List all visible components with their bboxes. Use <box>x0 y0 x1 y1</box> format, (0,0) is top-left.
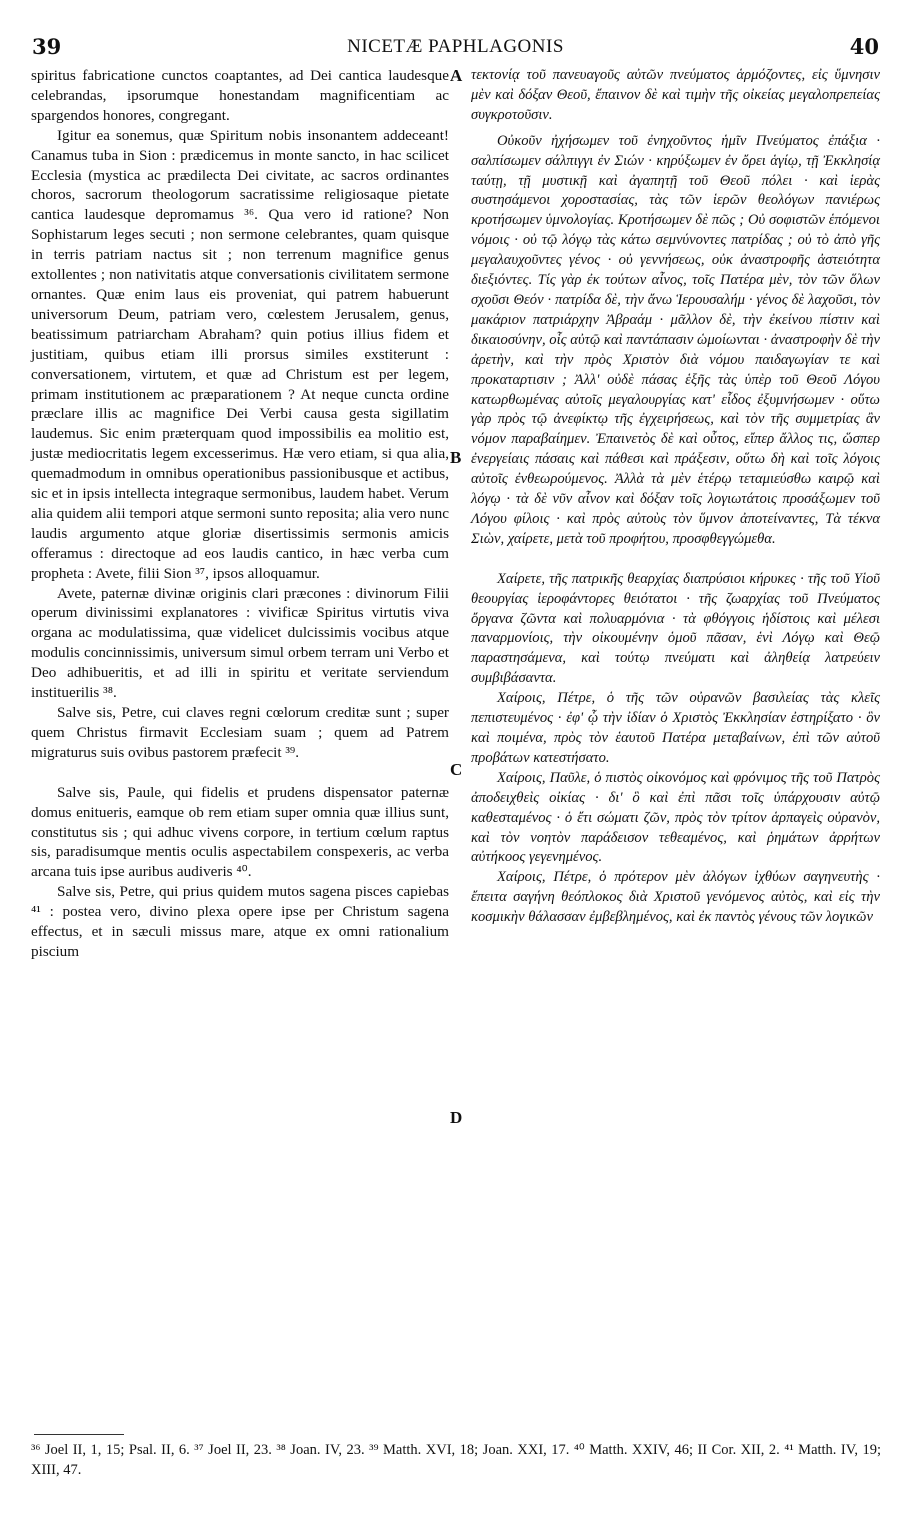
page-number-right: 40 <box>849 34 879 59</box>
footnote-rule <box>34 1434 124 1435</box>
latin-paragraph: Salve sis, Petre, qui prius quidem mutos sagena pisces capiebas ⁴¹ : postea vero, divino plexa opere ipse per Christum sagena effectus, et in sæculi missus mare, atque ex omni rationalium piscium <box>31 883 449 960</box>
latin-column <box>31 66 449 962</box>
latin-paragraph: spiritus fabricatione cunctos coaptantes, ad Dei cantica laudesque celebrandas, ipsorumque honestandam magnificentiam ac spargendos honores, congregant. <box>31 67 449 124</box>
page-number-left: 39 <box>32 34 62 59</box>
greek-paragraph: τεκτονίᾳ τοῦ πανευαγοῦς αὐτῶν πνεύματος ἁρμόζοντες, εἰς ὕμνησιν μὲν καὶ δόξαν Θεοῦ, ἔπαινον δὲ καὶ τιμὴν τῆς οἰκείας μεγαλοπρεπείας συγκροτοῦσιν. <box>471 67 880 123</box>
margin-letter-a: A <box>450 66 463 85</box>
greek-paragraph: Χαίροις, Παῦλε, ὁ πιστὸς οἰκονόμος καὶ φρόνιμος τῆς τοῦ Πατρὸς ἀποδειχθεὶς οἰκίας · δι' ὃ καὶ ἐπὶ πᾶσι τοῖς ὑπάρχουσιν αὐτῷ καθεσταμένος · ὁ ἔτι σώματι ζῶν, πρὸς τὸν τρίτον ἁρπαγεὶς οὐρανὸν, καὶ τὸν νοητὸν παράδεισον τεθεαμένος, καὶ ῥημάτων ἀρρήτων αὐτήκοος γεγενημένος. <box>471 769 880 866</box>
latin-paragraph: Salve sis, Petre, cui claves regni cœlorum creditæ sunt ; super quem Christus firmavit Ecclesiam suam ; quem ad Patrem migraturus suis ovibus pastorem præfecit ³⁹. <box>31 704 449 761</box>
margin-letter-b: B <box>450 448 462 467</box>
footnotes: ³⁶ Joel II, 1, 15; Psal. II, 6. ³⁷ Joel II, 23. ³⁸ Joan. IV, 23. ³⁹ Matth. XVI, 18; Joan. XXI, 17. ⁴⁰ Matth. XXIV, 46; II Cor. XII, 2. ⁴¹ Matth. IV, 19; XIII, 47. <box>31 1442 881 1478</box>
greek-column <box>471 66 880 928</box>
greek-paragraph: Χαίρετε, τῆς πατρικῆς θεαρχίας διαπρύσιοι κήρυκες · τῆς τοῦ Υἱοῦ θεουργίας ἱεροφάντορες θειότατοι · τῆς ζωαρχίας τοῦ Πνεύματος ὄργανα ζῶντα καὶ πολυαρμόνια · τὰ φθόγγοις ἡδίστοις καὶ μέλεσι παναρμονίοις, τὴν οἰκουμένην ὁμοῦ πᾶσαν, ἑνὶ Λόγῳ καὶ Θεῷ παραστησάμενα, καὶ τούτῳ πνεύματι καὶ ἀληθείᾳ λατρεύειν συμβιβάσαντα. <box>471 570 880 687</box>
running-header <box>30 34 881 60</box>
margin-letter-d: D <box>450 1108 463 1127</box>
latin-paragraph: Avete, paternæ divinæ originis clari præcones : divinorum Filii operum divinissimi explanatores : vivificæ Spiritus virtutis viva organa ac modulatissima, quæ videlicet dulcissimis vocibus atque modulis concinnissimis, universum simul orbem terram uni Verbo et Deo adhibueritis, et ad illi in spiritu et veritate serviendum instituerilis ³⁸. <box>31 584 449 702</box>
running-title: NICETÆ PAPHLAGONIS <box>347 36 564 57</box>
greek-paragraph: Οὐκοῦν ἠχήσωμεν τοῦ ἐνηχοῦντος ἡμῖν Πνεύματος ἐπάξια · σαλπίσωμεν σάλπιγγι ἐν Σιών · κηρύξωμεν ἐν ὄρει ἁγίῳ, τῇ Ἐκκλησίᾳ ταύτῃ, τῇ μυστικῇ καὶ ἀγαπητῇ τοῦ Θεοῦ πόλει · καὶ ἱερὰς συστησάμενοι χοροστασίας, τὰς τῶν ἱερῶν θεολόγων πανιέρως κροτήσωμεν ὑμνολογίας. Κροτήσωμεν δὲ πῶς ; Οὐ σοφιστῶν ἑπόμενοι νόμοις · οὐ τῷ λόγῳ τὰς κάτω σεμνύνοντες πατρίδας ; οὐ τὸ ἀπὸ γῆς μεγαλαυχοῦντες γένος · οὐ γεννήσεως, οὐκ ἀναστροφῆς ἀστειότητα διεξιόντες. Τίς γὰρ ἐκ τούτων αἶνος, τοῖς Πατέρα μὲν, τὸν τῶν ὅλων σχοῦσι Θεόν · πατρίδα δὲ, τὴν ἄνω Ἱερουσαλήμ · γένος δὲ λαχοῦσι, τὸν μακάριον πατριάρχην Ἀβραάμ · μᾶλλον δὲ, τὴν ἐκείνου πίστιν καὶ δικαιοσύνην, οἷς αὐτῷ καὶ παντάπασιν ὡμοίωνται · ἀναστροφὴν δὲ τὴν ἀρετὴν, καὶ τὴν πρὸς Χριστὸν διὰ νόμου παιδαγωγίαν τε καὶ προκαταρτισιν ; Ἀλλ' οὐδὲ πάσας ἑξῆς τὰς ὑπὲρ τοῦ Θεοῦ Λόγου κατωρθωμένας αὐτοῖς μεγαλουργίας κατ' εἶδος ἐξυμνήσωμεν · οὕτω γὰρ πρὸς τῷ ἀνεφίκτῳ τῆς ἐγχειρήσεως, καὶ τὸν τῆς συμμετρίας ἂν νόμον παραβαίημεν. Ἐπαινετὸς δὲ καὶ οὗτος, εἴπερ ἄλλος τις, ὥσπερ ἐνεργείαις πάσαις καὶ πάθεσι καὶ πράξεσιν, οὕτω δὴ καὶ τοῖς λόγοις αὐτοῖς ἐνθεωρούμενος. Ἀλλὰ τὰ μὲν ἑτέρῳ τεταμιεύσθω καιρῷ καὶ λόγῳ · τὰ δὲ νῦν αἶνον καὶ δόξαν τοῖς λογιωτάτοις προσάξωμεν τοῦ Λόγου φίλοις · καὶ πρὸς αὐτοὺς τὸν ὕμνον ἀποτείναντες, Τὰ τέκνα Σιὼν, χαίρετε, μετὰ τοῦ προφήτου, προσφθεγγώμεθα. <box>471 132 880 547</box>
latin-paragraph: Salve sis, Paule, qui fidelis et prudens dispensator paternæ domus enitueris, eamque ob rem etiam super omnia quæ illius sunt, constitutus sis ; qui adhuc vivens corpore, in tertium cœlum raptus sis, paradisumque mentis oculis aspectabilem conspexeris, ac verba arcana tuis ipse auribus audiveris ⁴⁰. <box>31 783 449 881</box>
margin-letter-c: C <box>450 760 463 779</box>
latin-paragraph: Igitur ea sonemus, quæ Spiritum nobis insonantem addeceant! Canamus tuba in Sion : prædicemus in monte sancto, in hac scilicet Ecclesia (mystica ac prædilecta Dei civitate, ac sacros ordinantes choros, sacrorum theologorum sacratissime religiosaque pietate cantica laudesque depromamus ³⁶. Qua vero id ratione? Non Sophistarum leges secuti ; non sermone celebrantes, quam quisque in terris patriam nactus sit ; non terrenum magnifice genus extollentes ; non nativitatis atque conversationis civilitatem sermone ornantes. Quæ enim laus eis proveniat, qui patrem habuerunt universorum Deum, patriam vero, cœlestem Jerusalem, genus, beatissimum patriarcham Abraham? quin potius illius fidem et justitiam, quibus etiam illi prorsus similes exstiterunt : conversationem, virtutem, et quæ ad Christum est per legem, primam institutionem ac præparationem ? At neque cuncta ordine præclare illis ac magnifice Dei Verbi causa gesta sigillatim laudemus. Sic enim præterquam quod impossibilis ea molitio est, justæ mediocritatis legem excesserimus. Hæ vero etiam, si qua alia, quemadmodum in omnibus operationibus passionibusque et actibus, sic et in ipsis intellecta integraque sermonibus, laudem habet. Verum alia quidem alii tempori atque sermoni sunto reposita; alia vero nunc laudis argumento atque gloriæ disertissimis sermonis amicis offeramus : directoque ad eos laudis cantico, in hæc verba cum propheta : Avete, filii Sion ³⁷, ipsos alloquamur. <box>31 126 449 582</box>
greek-paragraph: Χαίροις, Πέτρε, ὁ πρότερον μὲν ἀλόγων ἰχθύων σαγηνευτὴς · ἔπειτα σαγήνη θεόπλοκος διὰ Χριστοῦ γενόμενος αὐτὸς, καὶ εἰς τὴν κοσμικὴν θάλασσαν ἐμβεβλημένος, καὶ ἐκ παντὸς γένους τῶν λογικῶν <box>471 869 880 926</box>
greek-paragraph: Χαίροις, Πέτρε, ὁ τῆς τῶν οὐρανῶν βασιλείας τὰς κλεῖς πεπιστευμένος · ἐφ' ᾧ τὴν ἰδίαν ὁ Χριστὸς Ἐκκλησίαν ἐστηρίξατο · ὃν καὶ ποιμένα, πρὸς τὸν ἑαυτοῦ Πατέρα μεταβαίνων, ἐπὶ τῶν αὐτοῦ προβάτων κατεστήσατο. <box>471 690 880 766</box>
